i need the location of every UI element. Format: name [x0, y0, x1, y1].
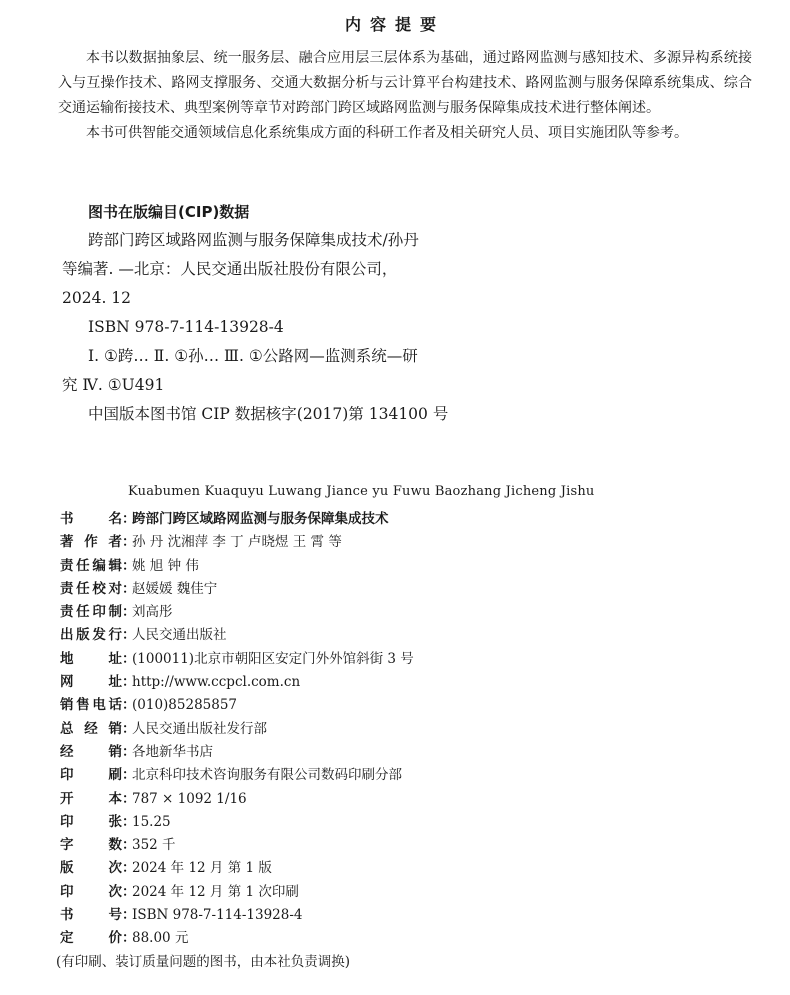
quality-notice: (有印刷、装订质量问题的图书，由本社负责调换) — [56, 953, 351, 970]
isbn-value: ISBN 978-7-114-13928-4 — [132, 907, 303, 924]
colophon-row-edition: 版次 ： 2024 年 12 月 第 1 版 — [60, 857, 760, 880]
colophon-label: 责任校对 — [60, 580, 122, 597]
colophon-row-publisher: 出版发行 ： 人民交通出版社 — [60, 624, 760, 647]
colophon-row-sales-phone: 销售电话 ： (010)85285857 — [60, 694, 760, 717]
colophon-label: 印刷 — [60, 767, 122, 784]
colophon-label: 经销 — [60, 743, 122, 760]
colophon-label: 销售电话 — [60, 697, 122, 714]
abstract-body — [58, 46, 752, 146]
colophon-row-sheets: 印张 ： 15.25 — [60, 811, 760, 834]
colophon-label: 书名 — [60, 511, 122, 527]
edition-value: 2024 年 12 月 第 1 版 — [132, 860, 272, 877]
print-supervisor-value: 刘高彤 — [132, 604, 173, 621]
colophon-label: 总经销 — [60, 720, 122, 737]
colophon-row-price: 定价 ： 88.00 元 — [60, 927, 760, 950]
format-value: 787 × 1092 1/16 — [132, 790, 247, 807]
general-distributor-value: 人民交通出版社发行部 — [132, 720, 267, 737]
colophon-row-website: 网址 ： http://www.ccpcl.com.cn — [60, 671, 760, 694]
authors-value: 孙 丹 沈湘萍 李 丁 卢晓煜 王 霄 等 — [132, 534, 342, 551]
colophon-row-address: 地址 ： (100011)北京市朝阳区安定门外外馆斜街 3 号 — [60, 648, 760, 671]
impression-value: 2024 年 12 月 第 1 次印刷 — [132, 883, 299, 900]
printer-value: 北京科印技术咨询服务有限公司数码印刷分部 — [132, 767, 402, 784]
colophon-label: 书号 — [60, 907, 122, 924]
colophon-label: 责任编辑 — [60, 557, 122, 574]
sales-phone-value: (010)85285857 — [132, 697, 238, 714]
colophon-label: 出版发行 — [60, 627, 122, 644]
colophon-row-title: 书名 ： 跨部门跨区域路网监测与服务保障集成技术 — [60, 508, 760, 531]
pinyin-title: Kuabumen Kuaquyu Luwang Jiance yu Fuwu Baozhang Jicheng Jishu — [128, 484, 595, 499]
colophon-label: 字数 — [60, 837, 122, 854]
cip-record — [62, 226, 532, 429]
colophon-row-impression: 印次 ： 2024 年 12 月 第 1 次印刷 — [60, 881, 760, 904]
colophon-label: 印张 — [60, 813, 122, 830]
cip-isbn-line: ISBN 978-7-114-13928-4 — [88, 318, 284, 336]
book-title-value: 跨部门跨区域路网监测与服务保障集成技术 — [132, 511, 389, 527]
colophon-label: 著作者 — [60, 534, 122, 551]
colophon-row-word-count: 字数 ： 352 千 — [60, 834, 760, 857]
colophon-row-proofreaders: 责任校对 ： 赵媛媛 魏佳宁 — [60, 578, 760, 601]
website-value: http://www.ccpcl.com.cn — [132, 674, 301, 691]
colophon-row-format: 开本 ： 787 × 1092 1/16 — [60, 788, 760, 811]
colophon-label: 地址 — [60, 650, 122, 667]
colophon-row-isbn: 书号 ： ISBN 978-7-114-13928-4 — [60, 904, 760, 927]
sheets-value: 15.25 — [132, 813, 171, 830]
abstract-paragraph-1: 本书以数据抽象层、统一服务层、融合应用层三层体系为基础，通过路网监测与感知技术、多源异构系统接入与互操作技术、路网支撑服务、交通大数据分析与云计算平台构建技术、路网监测与服务保障系统集成、综合交通运输衔接技术、典型案例等章节对跨部门跨区域路网监测与服务保障集成技术进行整体阐述。 — [58, 50, 752, 116]
price-value: 88.00 元 — [132, 930, 189, 947]
word-count-value: 352 千 — [132, 837, 176, 854]
address-value: (100011)北京市朝阳区安定门外外馆斜街 3 号 — [132, 650, 414, 667]
cip-record-number: 中国版本图书馆 CIP 数据核字(2017)第 134100 号 — [88, 405, 449, 423]
colophon-row-general-distributor: 总经销 ： 人民交通出版社发行部 — [60, 718, 760, 741]
editors-value: 姚 旭 钟 伟 — [132, 557, 199, 574]
colophon-row-authors: 著作者 ： 孙 丹 沈湘萍 李 丁 卢晓煜 王 霄 等 — [60, 531, 760, 554]
colophon — [56, 508, 760, 974]
colophon-row-printer: 印刷 ： 北京科印技术咨询服务有限公司数码印刷分部 — [60, 764, 760, 787]
colophon-label: 责任印制 — [60, 604, 122, 621]
distributor-value: 各地新华书店 — [132, 743, 213, 760]
cip-publisher-line: 等编著. —北京：人民交通出版社股份有限公司， — [62, 260, 398, 278]
cip-subject-continuation: 究 Ⅳ. ①U491 — [62, 376, 165, 394]
colophon-label: 印次 — [60, 883, 122, 900]
proofreaders-value: 赵媛媛 魏佳宁 — [132, 580, 218, 597]
cip-date-line: 2024. 12 — [62, 289, 132, 307]
cip-heading: 图书在版编目(CIP)数据 — [88, 203, 250, 221]
colophon-label: 版次 — [60, 860, 122, 877]
colophon-row-editors: 责任编辑 ： 姚 旭 钟 伟 — [60, 555, 760, 578]
colophon-row-print-supervisor: 责任印制 ： 刘高彤 — [60, 601, 760, 624]
colophon-label: 网址 — [60, 674, 122, 691]
colophon-row-distributor: 经销 ： 各地新华书店 — [60, 741, 760, 764]
cip-subject-line: Ⅰ. ①跨… Ⅱ. ①孙… Ⅲ. ①公路网—监测系统—研 — [88, 347, 418, 365]
cip-title-line: 跨部门跨区域路网监测与服务保障集成技术/孙丹 — [88, 231, 419, 249]
colophon-label: 开本 — [60, 790, 122, 807]
colophon-label: 定价 — [60, 930, 122, 947]
abstract-title: 内容提要 — [344, 15, 445, 34]
abstract-paragraph-2: 本书可供智能交通领域信息化系统集成方面的科研工作者及相关研究人员、项目实施团队等参考。 — [86, 125, 688, 141]
publisher-value: 人民交通出版社 — [132, 627, 227, 644]
